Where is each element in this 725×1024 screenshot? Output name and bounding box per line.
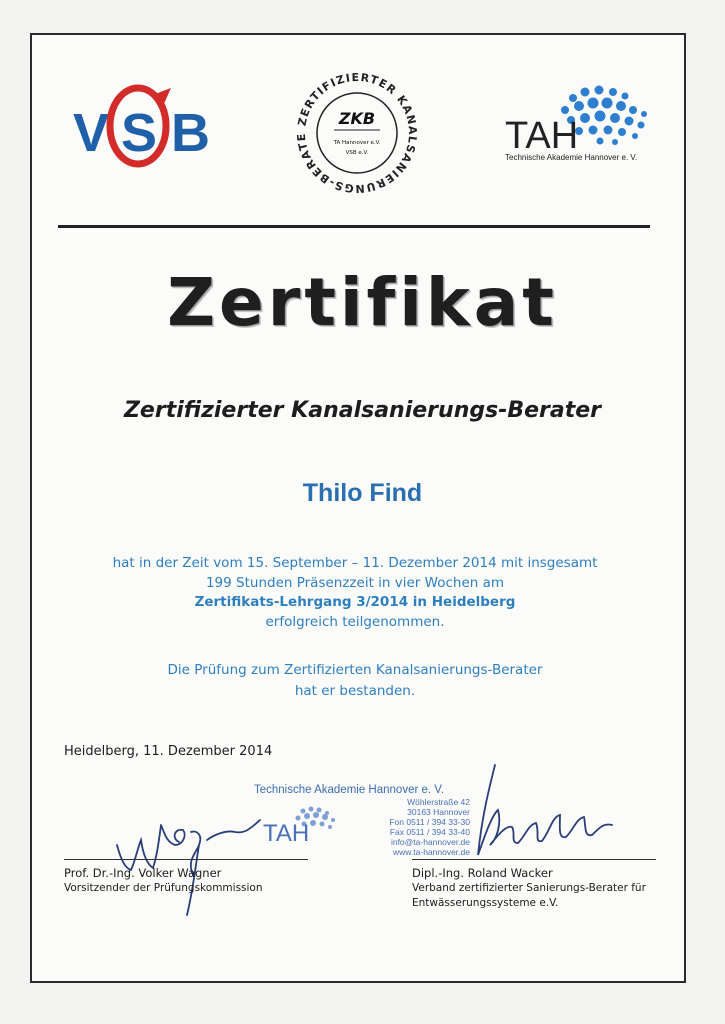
certificate-title: Zertifikat: [167, 264, 558, 341]
result-line: erfolgreich teilgenommen.: [265, 613, 445, 630]
signature-line-right: [412, 859, 656, 860]
tah-logo: [505, 78, 665, 178]
svg-text:ZERTIFIZIERTER KANALSANIERUNGS: ZERTIFIZIERTER KANALSANIERUNGS-BERATE: [294, 70, 420, 196]
signer-name: Dipl.-Ing. Roland Wacker: [412, 866, 553, 880]
signature-wacker: [440, 755, 630, 875]
tah-subtitle: Technische Akademie Hannover e. V.: [505, 153, 638, 162]
stamp-address: Wöhlerstraße 42 30163 Hannover Fon 0511 / 394 33-30 Fax 0511 / 394 33-40 info@ta-hannover.de www.ta-hannover.de: [389, 797, 470, 857]
stamp-organization: Technische Akademie Hannover e. V.: [254, 784, 445, 796]
svg-text:TAH: TAH: [263, 820, 310, 847]
svg-text:TAH: TAH: [505, 115, 579, 157]
signature-wagner: [95, 790, 275, 920]
header-divider: [58, 225, 650, 228]
svg-text:V: V: [73, 103, 110, 163]
signature-line-left: [64, 859, 308, 860]
svg-text:B: B: [171, 103, 210, 163]
svg-text:S: S: [121, 103, 158, 163]
exam-statement: Die Prüfung zum Zertifizierten Kanalsanierungs-Berater hat er bestanden.: [167, 662, 543, 699]
signer-role: Verband zertifizierter Sanierungs-Berater für: [412, 882, 646, 894]
signer-role-cont: Entwässerungssysteme e.V.: [412, 897, 559, 909]
vsb-logo: [43, 66, 213, 186]
body-line: hat in der Zeit vom 15. September – 11. Dezember 2014 mit insgesamt: [112, 555, 598, 571]
signer-name: Prof. Dr.-Ing. Volker Wagner: [64, 866, 222, 880]
signer-wagner: [64, 866, 263, 896]
svg-text:TA Hannover e.V.: TA Hannover e.V.: [333, 140, 381, 146]
zkb-seal: [282, 58, 432, 208]
place-date: Heidelberg, 11. Dezember 2014: [64, 744, 273, 759]
svg-text:ZKB: ZKB: [338, 109, 376, 128]
svg-text:VSB e.V.: VSB e.V.: [345, 150, 369, 156]
signer-wacker: [412, 866, 662, 911]
course-name: Zertifikats-Lehrgang 3/2014 in Heidelberg: [194, 594, 516, 610]
body-line: 199 Stunden Präsenzzeit in vier Wochen am: [205, 574, 505, 591]
certificate-body: [0, 554, 710, 632]
certificate-subtitle: Zertifizierter Kanalsanierungs-Berater: [123, 398, 602, 423]
recipient-name: Thilo Find: [302, 479, 423, 507]
signer-role: Vorsitzender der Prüfungskommission: [64, 882, 263, 894]
